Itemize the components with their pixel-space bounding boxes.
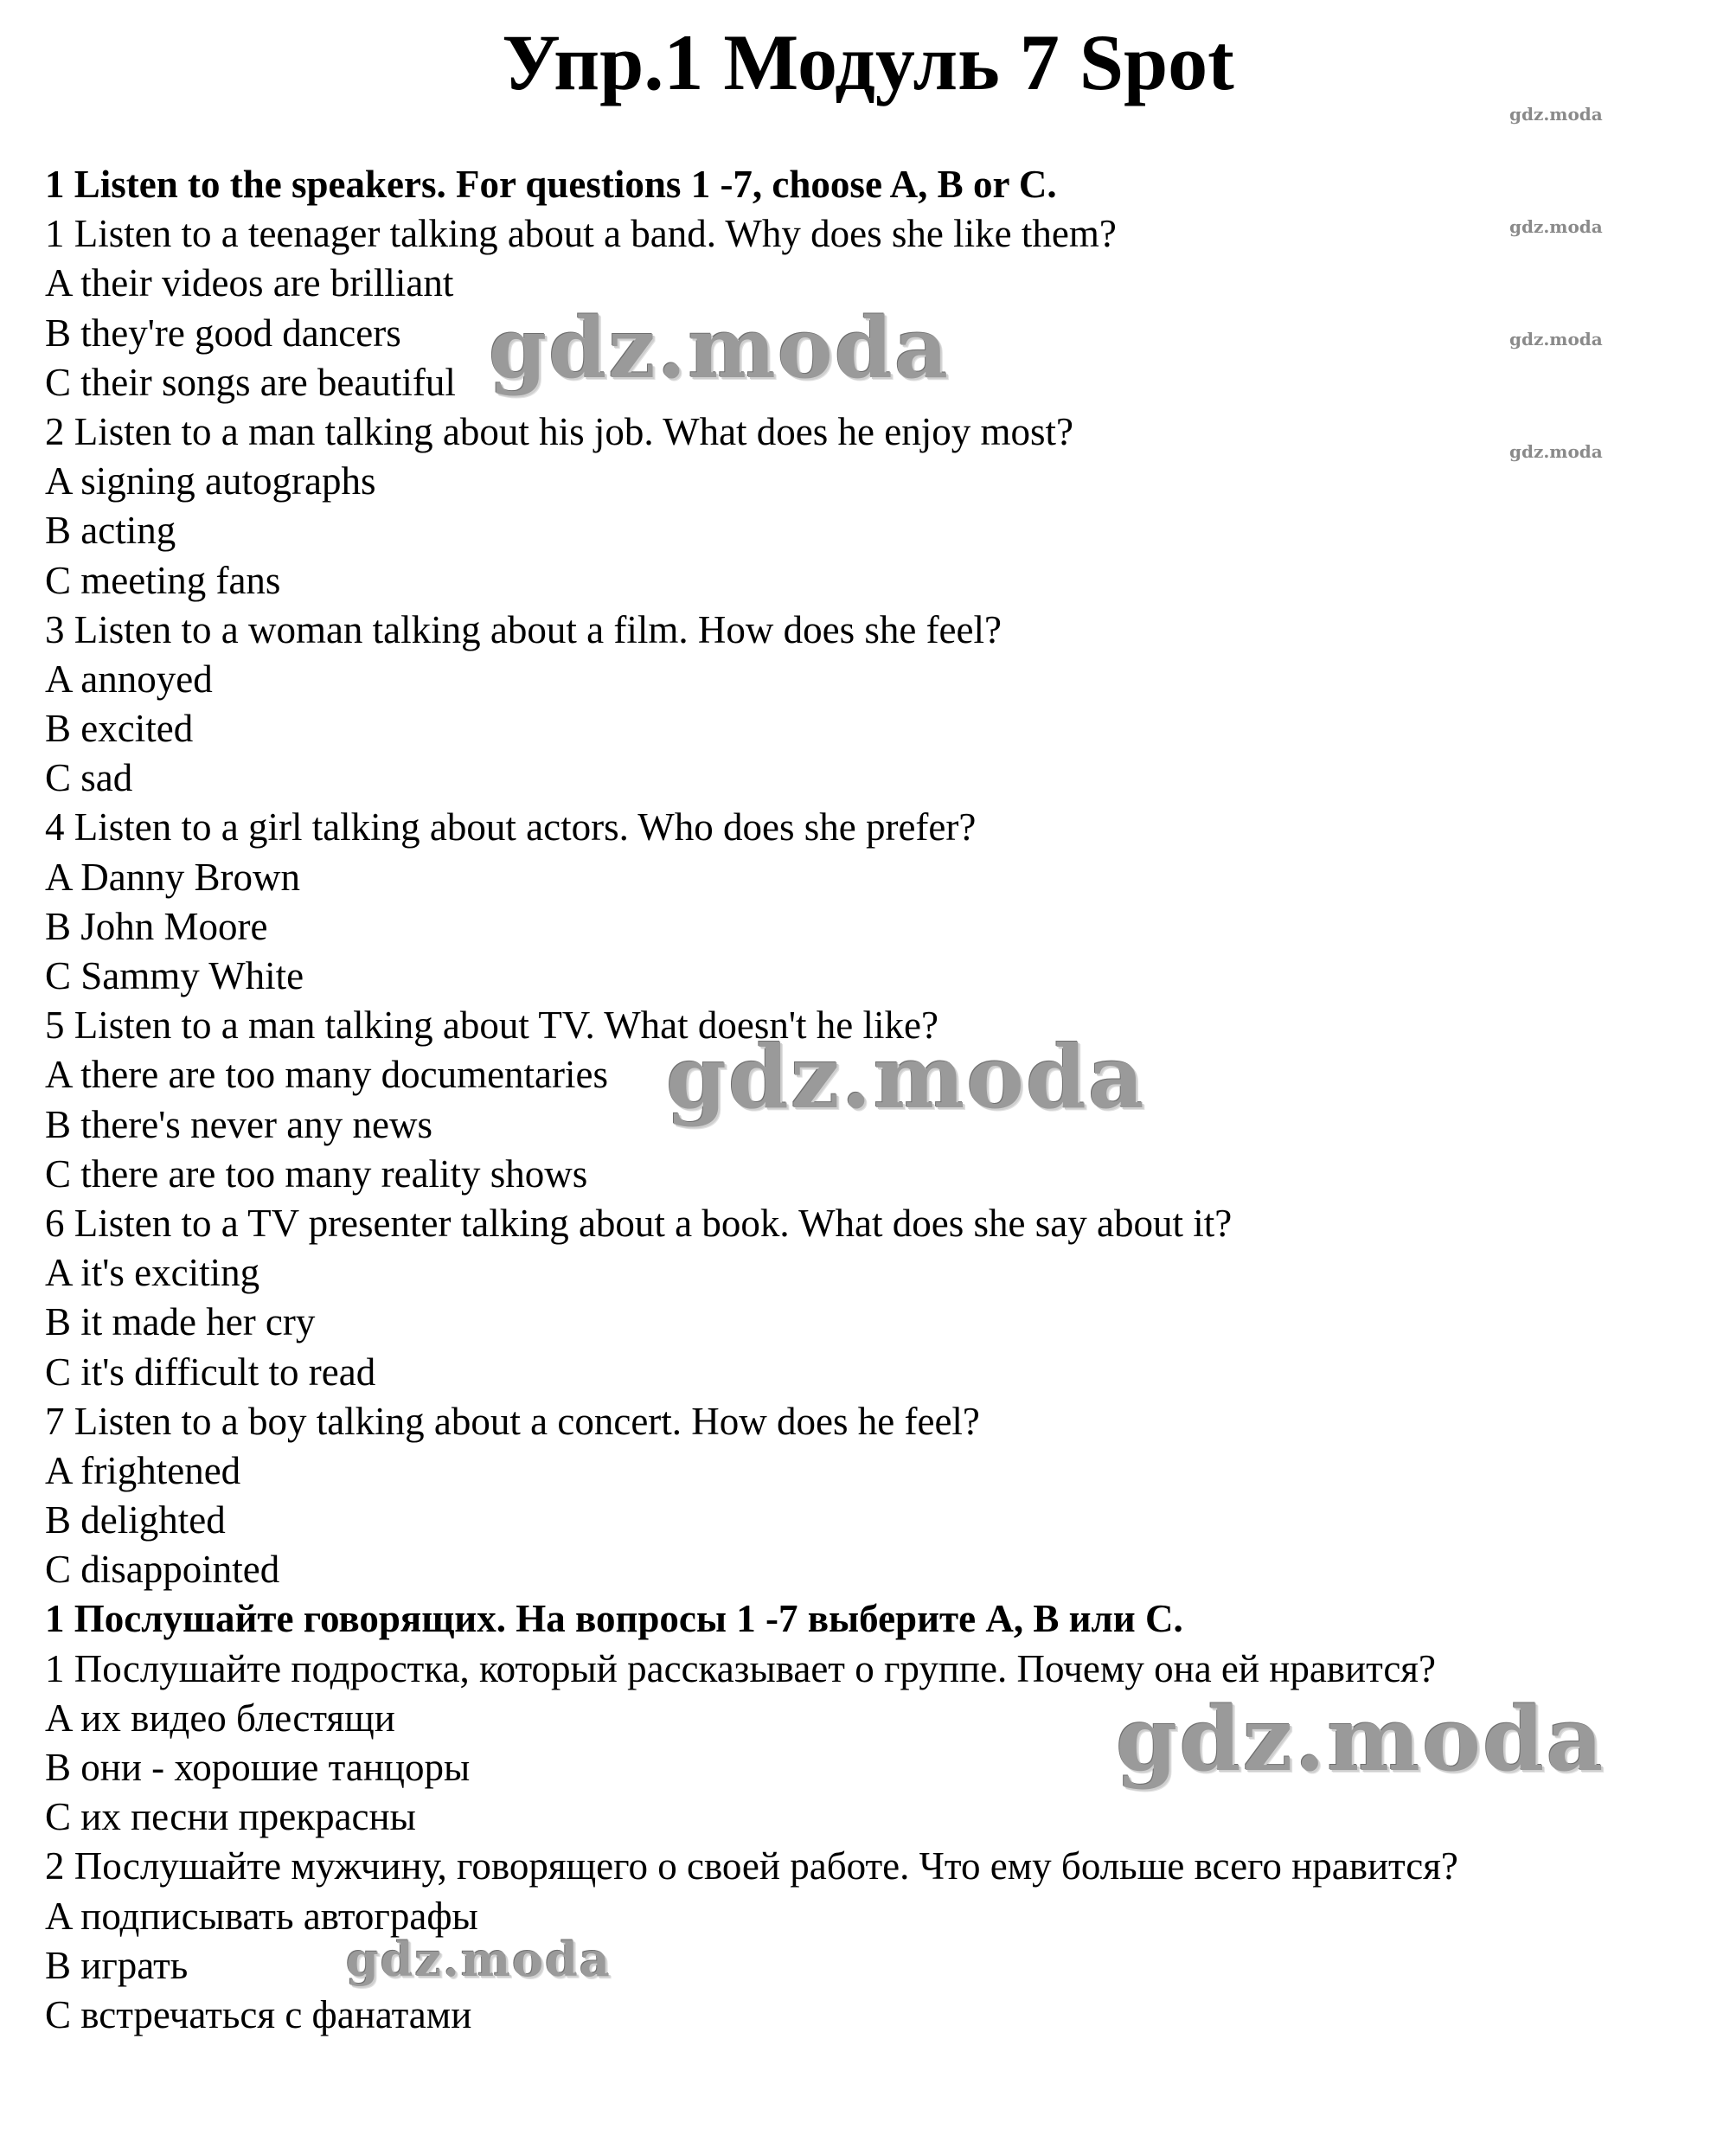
text-line: C there are too many reality shows — [45, 1151, 588, 1196]
text-line: 1 Послушайте подростка, который рассказывает о группе. Почему она ей нравится? — [45, 1646, 1436, 1690]
text-line: C Sammy White — [45, 954, 304, 997]
text-line: B it made her cry — [45, 1300, 316, 1344]
text-line: B there's never any news — [45, 1102, 432, 1146]
text-line: 3 Listen to a woman talking about a film. How does she feel? — [45, 607, 1002, 651]
text-line: A их видео блестящи — [45, 1696, 395, 1740]
page-title: Упр.1 Модуль 7 Spot — [502, 18, 1234, 106]
watermark: gdz.moda — [1116, 1688, 1605, 1792]
text-line: B excited — [45, 707, 194, 751]
text-line: C their songs are beautiful — [45, 360, 456, 404]
watermark: gdz.moda — [489, 299, 951, 397]
text-line: B они - хорошие танцоры — [45, 1746, 471, 1789]
text-line: A there are too many documentaries — [45, 1053, 609, 1097]
text-line: C встречаться с фанатами — [45, 1992, 472, 2036]
text-line: C meeting fans — [45, 558, 281, 602]
text-line: A it's exciting — [45, 1251, 260, 1295]
text-line: B delighted — [45, 1498, 226, 1542]
text-line: 2 Listen to a man talking about his job. What does he enjoy most? — [45, 409, 1073, 453]
text-line: 5 Listen to a man talking about TV. What doesn't he like? — [45, 1003, 938, 1048]
watermark: gdz.moda — [1509, 329, 1603, 349]
section-heading: 1 Послушайте говорящих. На вопросы 1 -7 выберите A, B или C. — [45, 1597, 1183, 1641]
watermark: gdz.moda — [666, 1026, 1146, 1128]
watermark: gdz.moda — [1509, 216, 1603, 237]
text-line: A signing autographs — [45, 459, 376, 503]
text-line: B acting — [45, 509, 176, 553]
text-line: B they're good dancers — [45, 311, 401, 355]
text-line: C disappointed — [45, 1548, 280, 1592]
text-line: 2 Послушайте мужчину, говорящего о своей работе. Что ему больше всего нравится? — [45, 1844, 1458, 1888]
text-line: 1 Listen to a teenager talking about a band. Why does she like them? — [45, 212, 1117, 256]
text-line: A annoyed — [45, 657, 213, 701]
text-line: 7 Listen to a boy talking about a concert. How does he feel? — [45, 1399, 980, 1443]
text-line: A Danny Brown — [45, 855, 300, 899]
text-line: C it's difficult to read — [45, 1350, 376, 1394]
text-line: C sad — [45, 756, 133, 800]
section-heading: 1 Listen to the speakers. For questions 1 -7, choose A, B or C. — [45, 163, 1057, 206]
text-line: C их песни прекрасны — [45, 1795, 416, 1839]
watermark: gdz.moda — [1509, 104, 1603, 125]
text-line: B John Moore — [45, 904, 268, 948]
text-line: 6 Listen to a TV presenter talking about a book. What does she say about it? — [45, 1201, 1233, 1245]
text-line: A подписывать автографы — [45, 1894, 478, 1938]
text-line: B играть — [45, 1943, 189, 1987]
text-line: A their videos are brilliant — [45, 261, 454, 305]
text-line: 4 Listen to a girl talking about actors. Who does she prefer? — [45, 805, 977, 850]
watermark: gdz.moda — [1509, 441, 1603, 462]
watermark: gdz.moda — [346, 1932, 612, 1987]
text-line: A frightened — [45, 1448, 241, 1492]
